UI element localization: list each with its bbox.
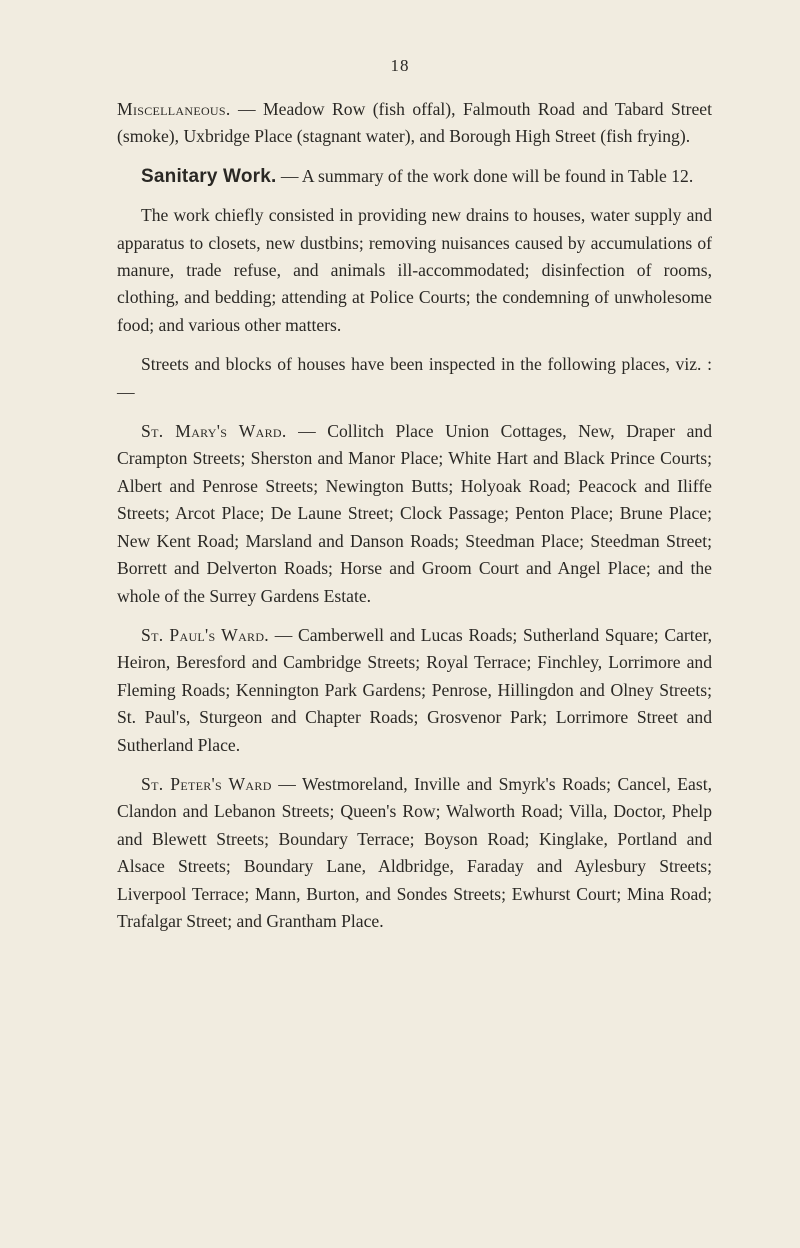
st-marys-ward-body: — Collitch Place Union Cottages, New, Draper and Crampton Streets; Sherston and Manor Place; White Hart and Black Prince Courts; Albert and Penrose Streets; Newington Butts; Holyoak Road; Peacock and Iliffe Streets; Arcot Place; De Laune Street; Clock Passage; Penton Place; Brune Place; New Kent Road; Marsland and Danson Roads; Steedman Place; Steedman Street; Borrett and Delverton Roads; Horse and Groom Court and Angel Place; and the whole of the Surrey Gardens Estate. — [117, 421, 712, 606]
body-text — [117, 96, 712, 947]
st-pauls-ward-body: — Camberwell and Lucas Roads; Sutherland Square; Carter, Heiron, Beresford and Cambridge Streets; Royal Terrace; Finchley, Lorrimore and Fleming Roads; Kennington Park Gardens; Penrose, Hillingdon and Olney Streets; St. Paul's, Sturgeon and Chapter Roads; Grosvenor Park; Lorrimore Street and Sutherland Place. — [117, 624, 712, 755]
paragraph-st-peters-ward — [117, 771, 712, 935]
st-peters-ward-lead: St. Peter's Ward — [141, 773, 272, 794]
miscellaneous-lead: Miscellaneous. — [117, 99, 231, 119]
page-number: 18 — [390, 56, 410, 75]
st-pauls-ward-lead: St. Paul's Ward. — [141, 624, 270, 645]
st-peters-ward-body: — Westmoreland, Inville and Smyrk's Roads; Cancel, East, Clandon and Lebanon Streets; Queen's Row; Walworth Road; Villa, Doctor, Phelp and Blewett Streets; Boundary Terrace; Boyson Road; Kinglake, Portland and Alsace Streets; Boundary Lane, Aldbridge, Faraday and Aylesbury Streets; Liverpool Terrace; Mann, Burton, and Sondes Streets; Ewhurst Court; Mina Road; Trafalgar Street; and Grantham Place. — [117, 773, 713, 931]
paragraph-sanitary-work — [117, 163, 712, 190]
st-marys-ward-lead: St. Mary's Ward. — [141, 421, 287, 442]
paragraph-miscellaneous — [117, 96, 712, 151]
paragraph-st-marys-ward — [117, 418, 712, 610]
paragraph-streets-intro: Streets and blocks of houses have been inspected in the following places, viz. : — — [117, 354, 712, 402]
sanitary-work-body: — A summary of the work done will be found in Table 12. — [276, 165, 694, 186]
miscellaneous-body: — Meadow Row (fish offal), Falmouth Road and Tabard Street (smoke), Uxbridge Place (stagnant water), and Borough High Street (fish frying). — [117, 99, 712, 147]
paragraph-st-pauls-ward — [117, 622, 712, 759]
paragraph-work-consisted: The work chiefly consisted in providing new drains to houses, water supply and apparatus to closets, new dustbins; removing nuisances caused by accumulations of manure, trade refuse, and animals ill-accommodated; disinfection of rooms, clothing, and bedding; attending at Police Courts; the condemning of unwholesome food; and various other matters. — [117, 205, 712, 335]
section-heading-sanitary-work: Sanitary Work. — [141, 165, 277, 187]
